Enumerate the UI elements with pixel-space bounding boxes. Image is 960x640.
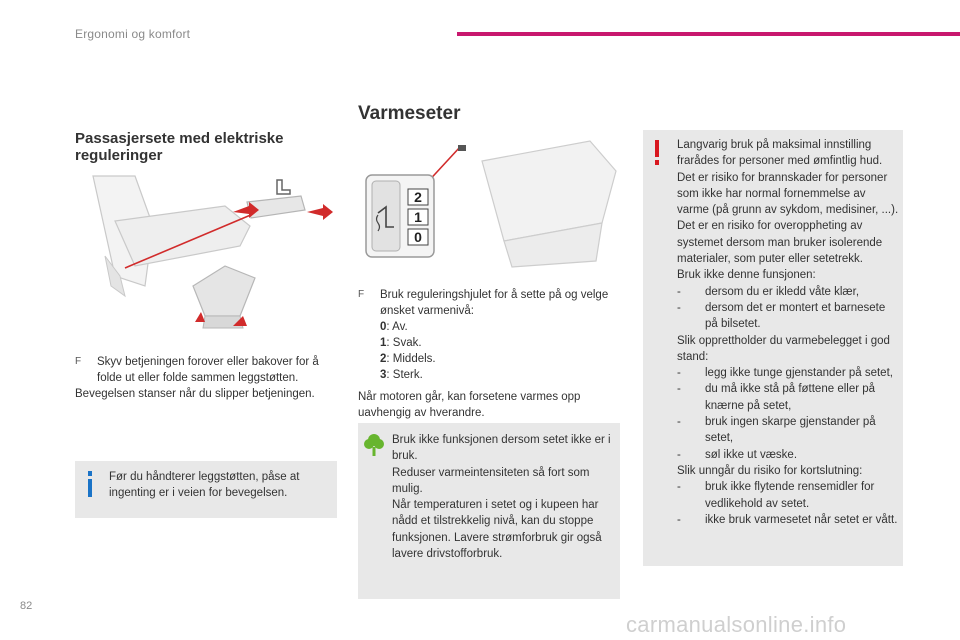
warning-paragraph: Slik unngår du risiko for kortslutning:	[677, 464, 863, 477]
exclamation-icon	[652, 140, 662, 166]
legrest-instructions	[75, 354, 337, 402]
level-row: 1: Svak.	[380, 337, 422, 349]
warning-list-item: - bruk ikke flytende rensemidler for vedlikehold av setet.	[677, 481, 875, 510]
warning-content	[677, 137, 899, 528]
page-number: 82	[20, 600, 33, 612]
knob-level-label: 0	[414, 229, 422, 245]
knob-level-label: 2	[414, 189, 422, 205]
level-row: 0: Av.	[380, 321, 408, 333]
leaf-tree-icon	[364, 433, 384, 457]
bullet-marker: F	[358, 289, 365, 300]
section-accent-bar	[457, 32, 960, 36]
level-row: 2: Middels.	[380, 353, 436, 365]
section-title: Ergonomi og komfort	[75, 27, 191, 41]
warning-paragraph: Det er en risiko for overoppheting av systemet dersom man bruker isolerende materialer, som puter eller setetrekk.	[677, 220, 883, 266]
warning-list-item: - du må ikke stå på føttene eller på knærne på setet,	[677, 383, 876, 412]
warning-box	[643, 130, 903, 566]
passenger-seat-heading: Passasjersete med elektriske reguleringer	[75, 130, 284, 164]
info-text: Før du håndterer leggstøtten, påse at ingenting er i veien for bevegelsen.	[109, 471, 300, 500]
warning-list-item: - legg ikke tunge gjenstander på setet,	[677, 367, 893, 380]
eco-text: Bruk ikke funksjonen dersom setet ikke er i bruk. Reduser varmeintensiteten så fort som mulig. Når temperaturen i setet og i kupeen har nådd et tilstrekkelig nivå, kan du stoppe funksjonen. Lavere strømforbruk gir også lavere drivstofforbruk.	[392, 434, 611, 561]
info-icon	[85, 471, 95, 497]
heated-seat-control-illustration	[364, 131, 620, 269]
warning-list-item: - bruk ingen skarpe gjenstander på setet,	[677, 416, 876, 445]
watermark[interactable]: carmanualsonline.info	[626, 612, 847, 637]
knob-level-label: 1	[414, 209, 422, 225]
heating-instructions	[358, 287, 616, 421]
eco-box	[358, 423, 620, 599]
warning-list-item: - søl ikke ut væske.	[677, 448, 798, 461]
warning-paragraph: Langvarig bruk på maksimal innstilling frarådes for personer med ømfintlig hud. Det er risiko for brannskader for personer som ikke har normal fornemmelse av varme (på grunn av sykdom, medisiner, ...).	[677, 139, 899, 217]
level-row: 3: Sterk.	[380, 369, 423, 381]
heated-seats-heading: Varmeseter	[358, 103, 461, 124]
warning-list-item: - dersom det er montert et barnesete på bilsetet.	[677, 301, 886, 331]
legrest-follow-text: Bevegelsen stanser når du slipper betjeningen.	[75, 388, 315, 400]
warning-list-item: - dersom du er ikledd våte klær,	[677, 285, 860, 298]
seat-legrest-illustration	[75, 166, 337, 338]
warning-paragraph: Slik opprettholder du varmebelegget i god stand:	[677, 334, 890, 363]
engine-running-text: Når motoren går, kan forsetene varmes opp uavhengig av hverandre.	[358, 391, 581, 419]
bullet-marker: F	[75, 356, 82, 367]
legrest-bullet-text: Skyv betjeningen forover eller bakover for å folde ut eller folde sammen leggstøtten.	[97, 356, 319, 384]
warning-paragraph: Bruk ikke denne funsjonen:	[677, 269, 816, 282]
warning-list-item: - ikke bruk varmesetet når setet er vått.	[677, 513, 898, 526]
info-box	[75, 461, 337, 518]
heating-bullet-intro: Bruk reguleringshjulet for å sette på og velge ønsket varmenivå:	[380, 289, 609, 317]
